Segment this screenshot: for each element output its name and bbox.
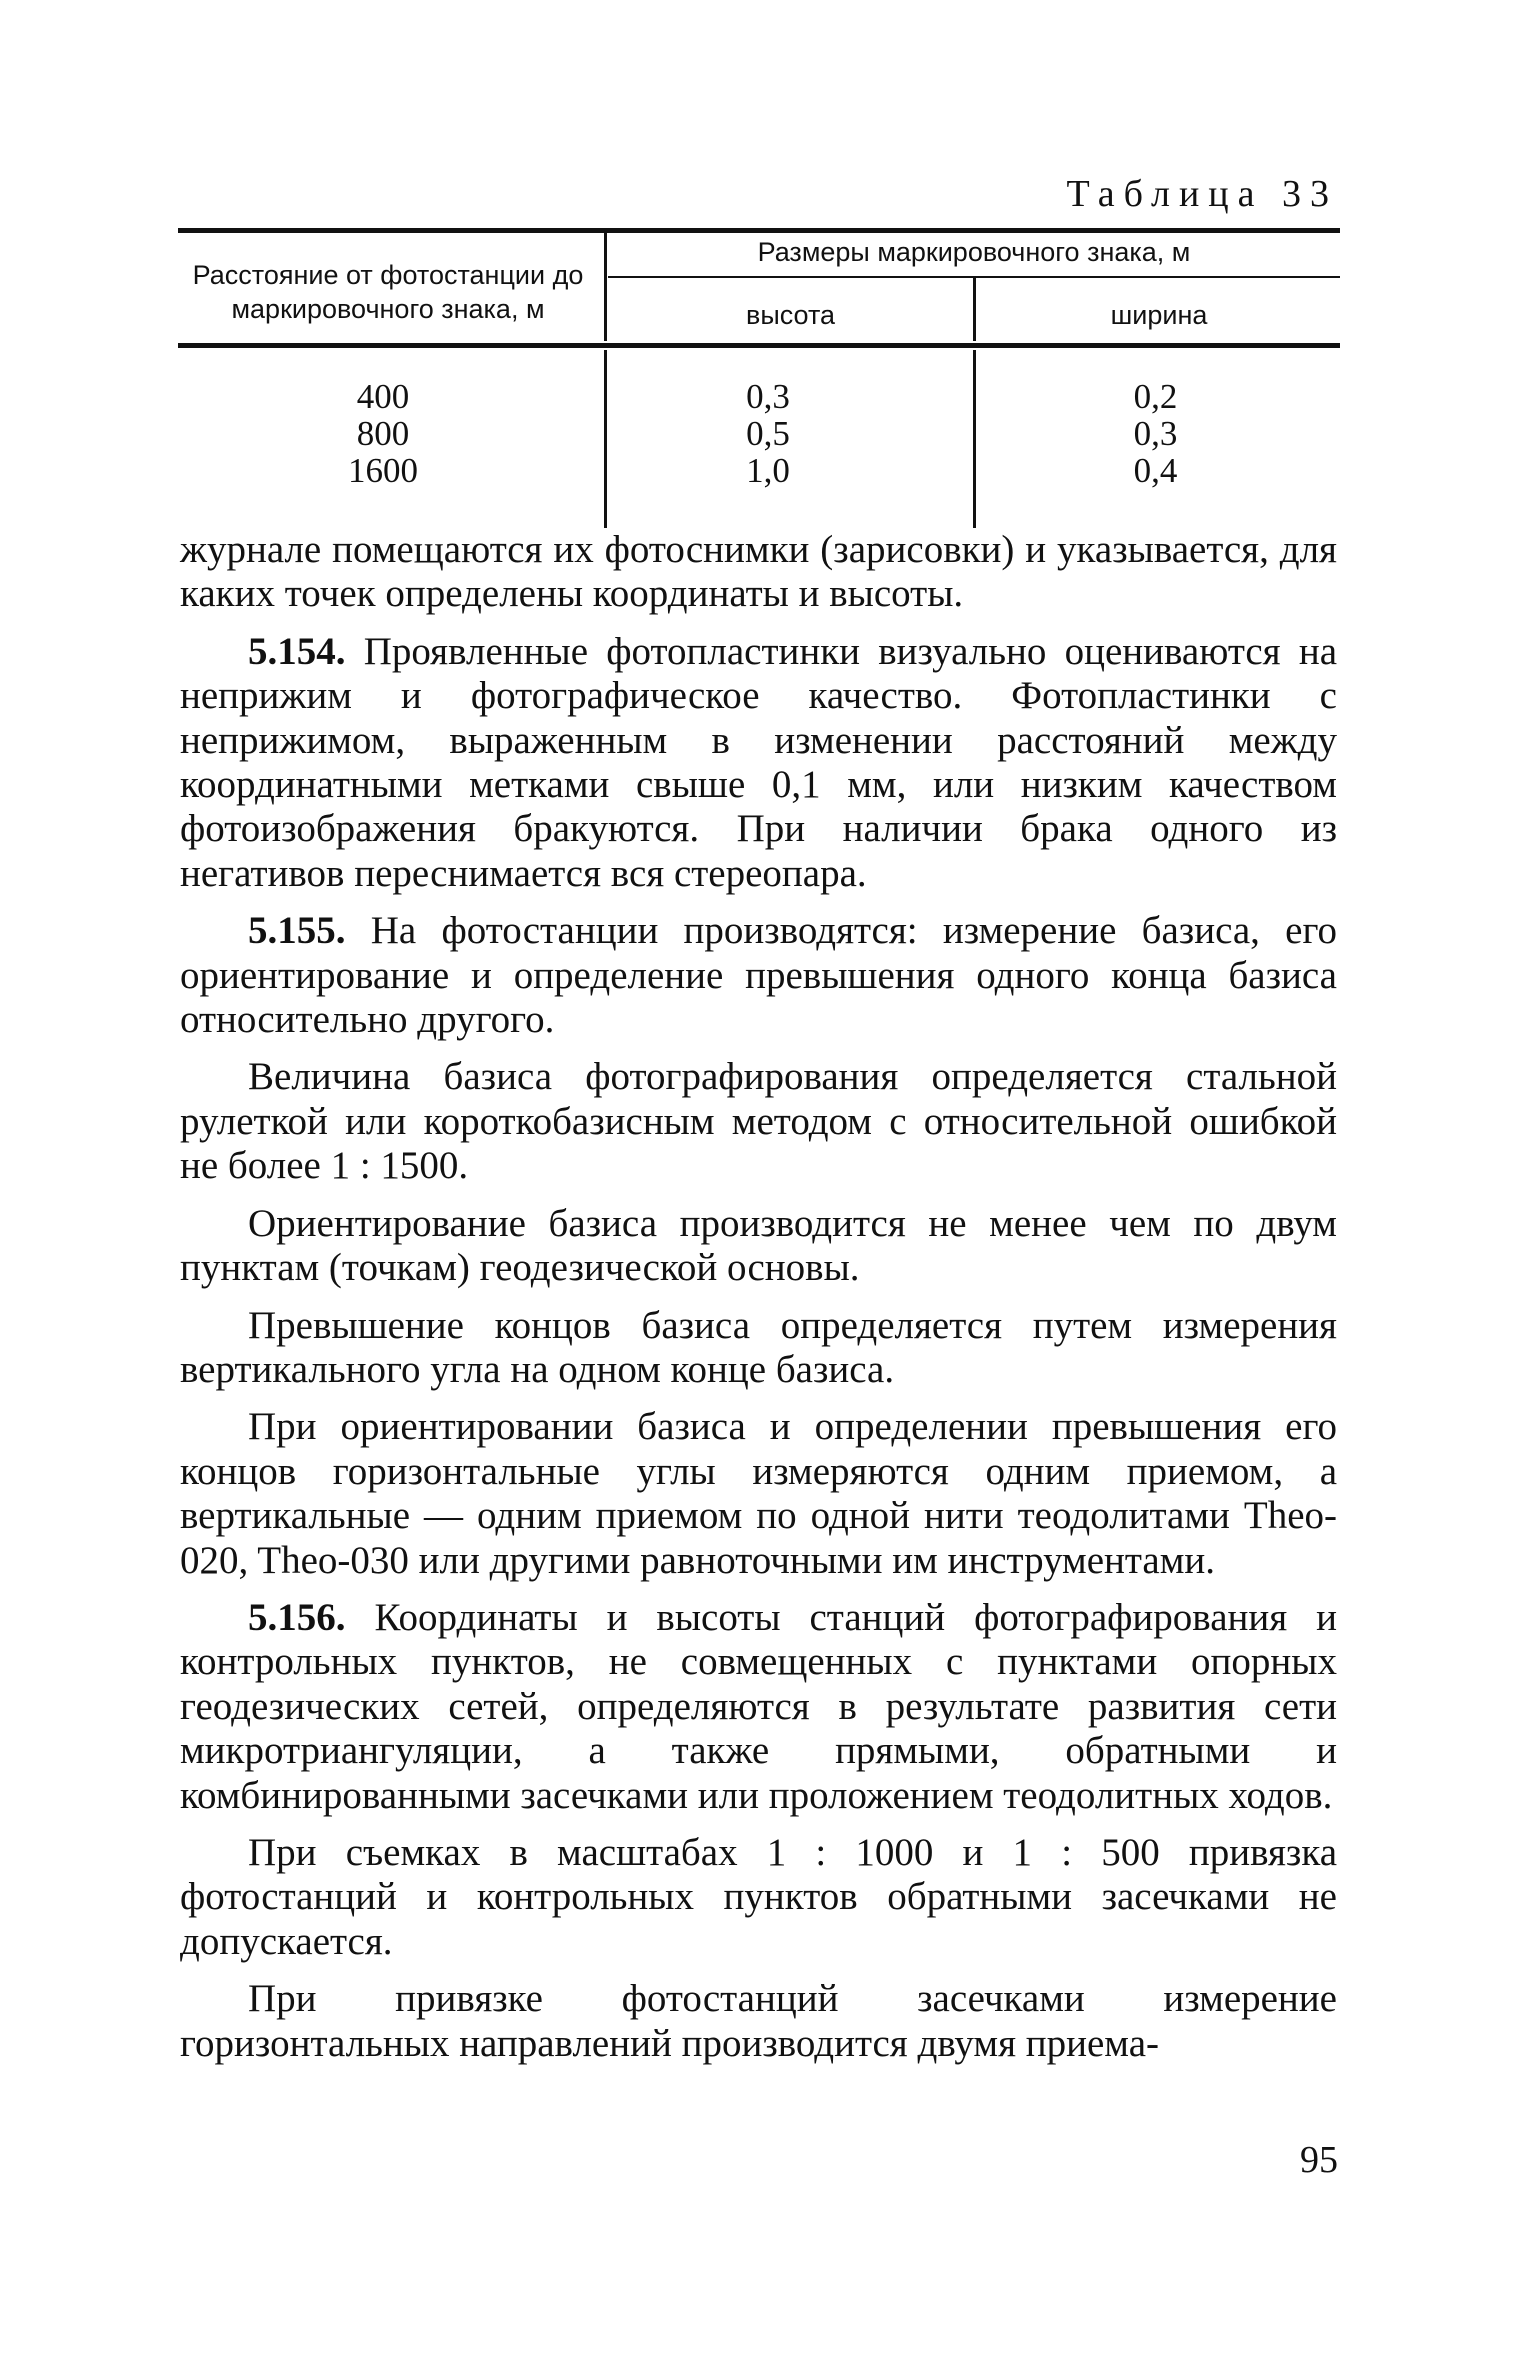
page-number: 95 [1300, 2139, 1338, 2181]
paragraph [180, 1202, 1337, 1291]
paragraph-text: При привязке фотостанций засечками измерение горизонтальных направлений производится двумя приема- [180, 1977, 1337, 2065]
table-cell: 1,0 [746, 451, 790, 490]
marker-size-table [178, 228, 1340, 548]
table-caption: Таблица 33 [1066, 173, 1338, 215]
paragraph [180, 1596, 1337, 1818]
table-cell: 1600 [348, 451, 418, 490]
paragraph [180, 1831, 1337, 1964]
section-number: 5.156. [248, 1595, 346, 1639]
section-number: 5.154. [248, 629, 346, 673]
paragraph [180, 528, 1337, 617]
table-divider [973, 278, 976, 341]
paragraph [180, 630, 1337, 896]
header-height: высота [745, 300, 836, 330]
height-column [608, 378, 928, 489]
table-divider [604, 350, 607, 528]
table-divider [973, 350, 976, 528]
paragraph-text: Ориентирование базиса производится не менее чем по двум пунктам (точкам) геодезической основы. [180, 1201, 1337, 1290]
body-text [180, 528, 1337, 2079]
table-cell: 0,3 [1133, 414, 1178, 453]
table-cell: 400 [356, 377, 410, 416]
header-width: ширина [1110, 300, 1208, 330]
table-cell: 0,3 [746, 377, 790, 416]
table-top-rule [178, 228, 1340, 233]
paragraph-text: Превышение концов базиса определяется путем измерения вертикального угла на одном конце базиса. [180, 1303, 1337, 1391]
paragraph [180, 1055, 1337, 1188]
paragraph-text: При ориентировании базиса и определении превышения его концов горизонтальные углы измеряются одним приемом, а вертикальные — одним приемом по одной нити теодолитами Theo-020, Theo-030 или другими равноточными им инструментами. [180, 1405, 1337, 1582]
paragraph-text: журнале помещаются их фотоснимки (зарисовки) и указывается, для каких точек определены координаты и высоты. [180, 528, 1337, 616]
section-number: 5.155. [248, 909, 346, 953]
header-marker-size: Размеры маркировочного знака, м [757, 237, 1191, 267]
paragraph [180, 909, 1337, 1042]
table-cell: 0,2 [1133, 377, 1178, 416]
paragraph-text: Координаты и высоты станций фотографирования и контрольных пунктов, не совмещенных с пунктами опорных геодезических сетей, определяются в результате развития сети микротриангуляции, а также прямыми, обратными и комбинированными засечками или проложением теодолитных ходов. [180, 1595, 1338, 1817]
paragraph [180, 1304, 1337, 1393]
header-distance: Расстояние от фотостанции до маркировочного знака, м [192, 260, 584, 324]
paragraph [180, 1405, 1337, 1583]
table-divider [604, 233, 607, 341]
distance-column [178, 378, 588, 489]
paragraph-text: Величина базиса фотографирования определяется стальной рулеткой или короткобазисным методом с относительной ошибкой не более 1 : 1500. [180, 1055, 1337, 1188]
table-header-rule [178, 343, 1340, 348]
paragraph-text: Проявленные фотопластинки визуально оцениваются на неприжим и фотографическое качество. Фотопластинки с неприжимом, выраженным в изменении расстояний между координатными метками свыше 0,1 мм, или низким качеством фотоизображения бракуются. При наличии брака одного из негативов переснимается вся стереопара. [180, 629, 1338, 895]
table-cell: 0,5 [746, 414, 790, 453]
table-cell: 800 [356, 414, 410, 453]
paragraph-text: При съемках в масштабах 1 : 1000 и 1 : 500 привязка фотостанций и контрольных пунктов обратными засечками не допускается. [180, 1830, 1337, 1963]
width-column [978, 378, 1333, 489]
paragraph [180, 1977, 1337, 2066]
paragraph-text: На фотостанции производятся: измерение базиса, его ориентирование и определение превышения одного конца базиса относительно другого. [180, 909, 1337, 1042]
table-cell: 0,4 [1133, 451, 1178, 490]
